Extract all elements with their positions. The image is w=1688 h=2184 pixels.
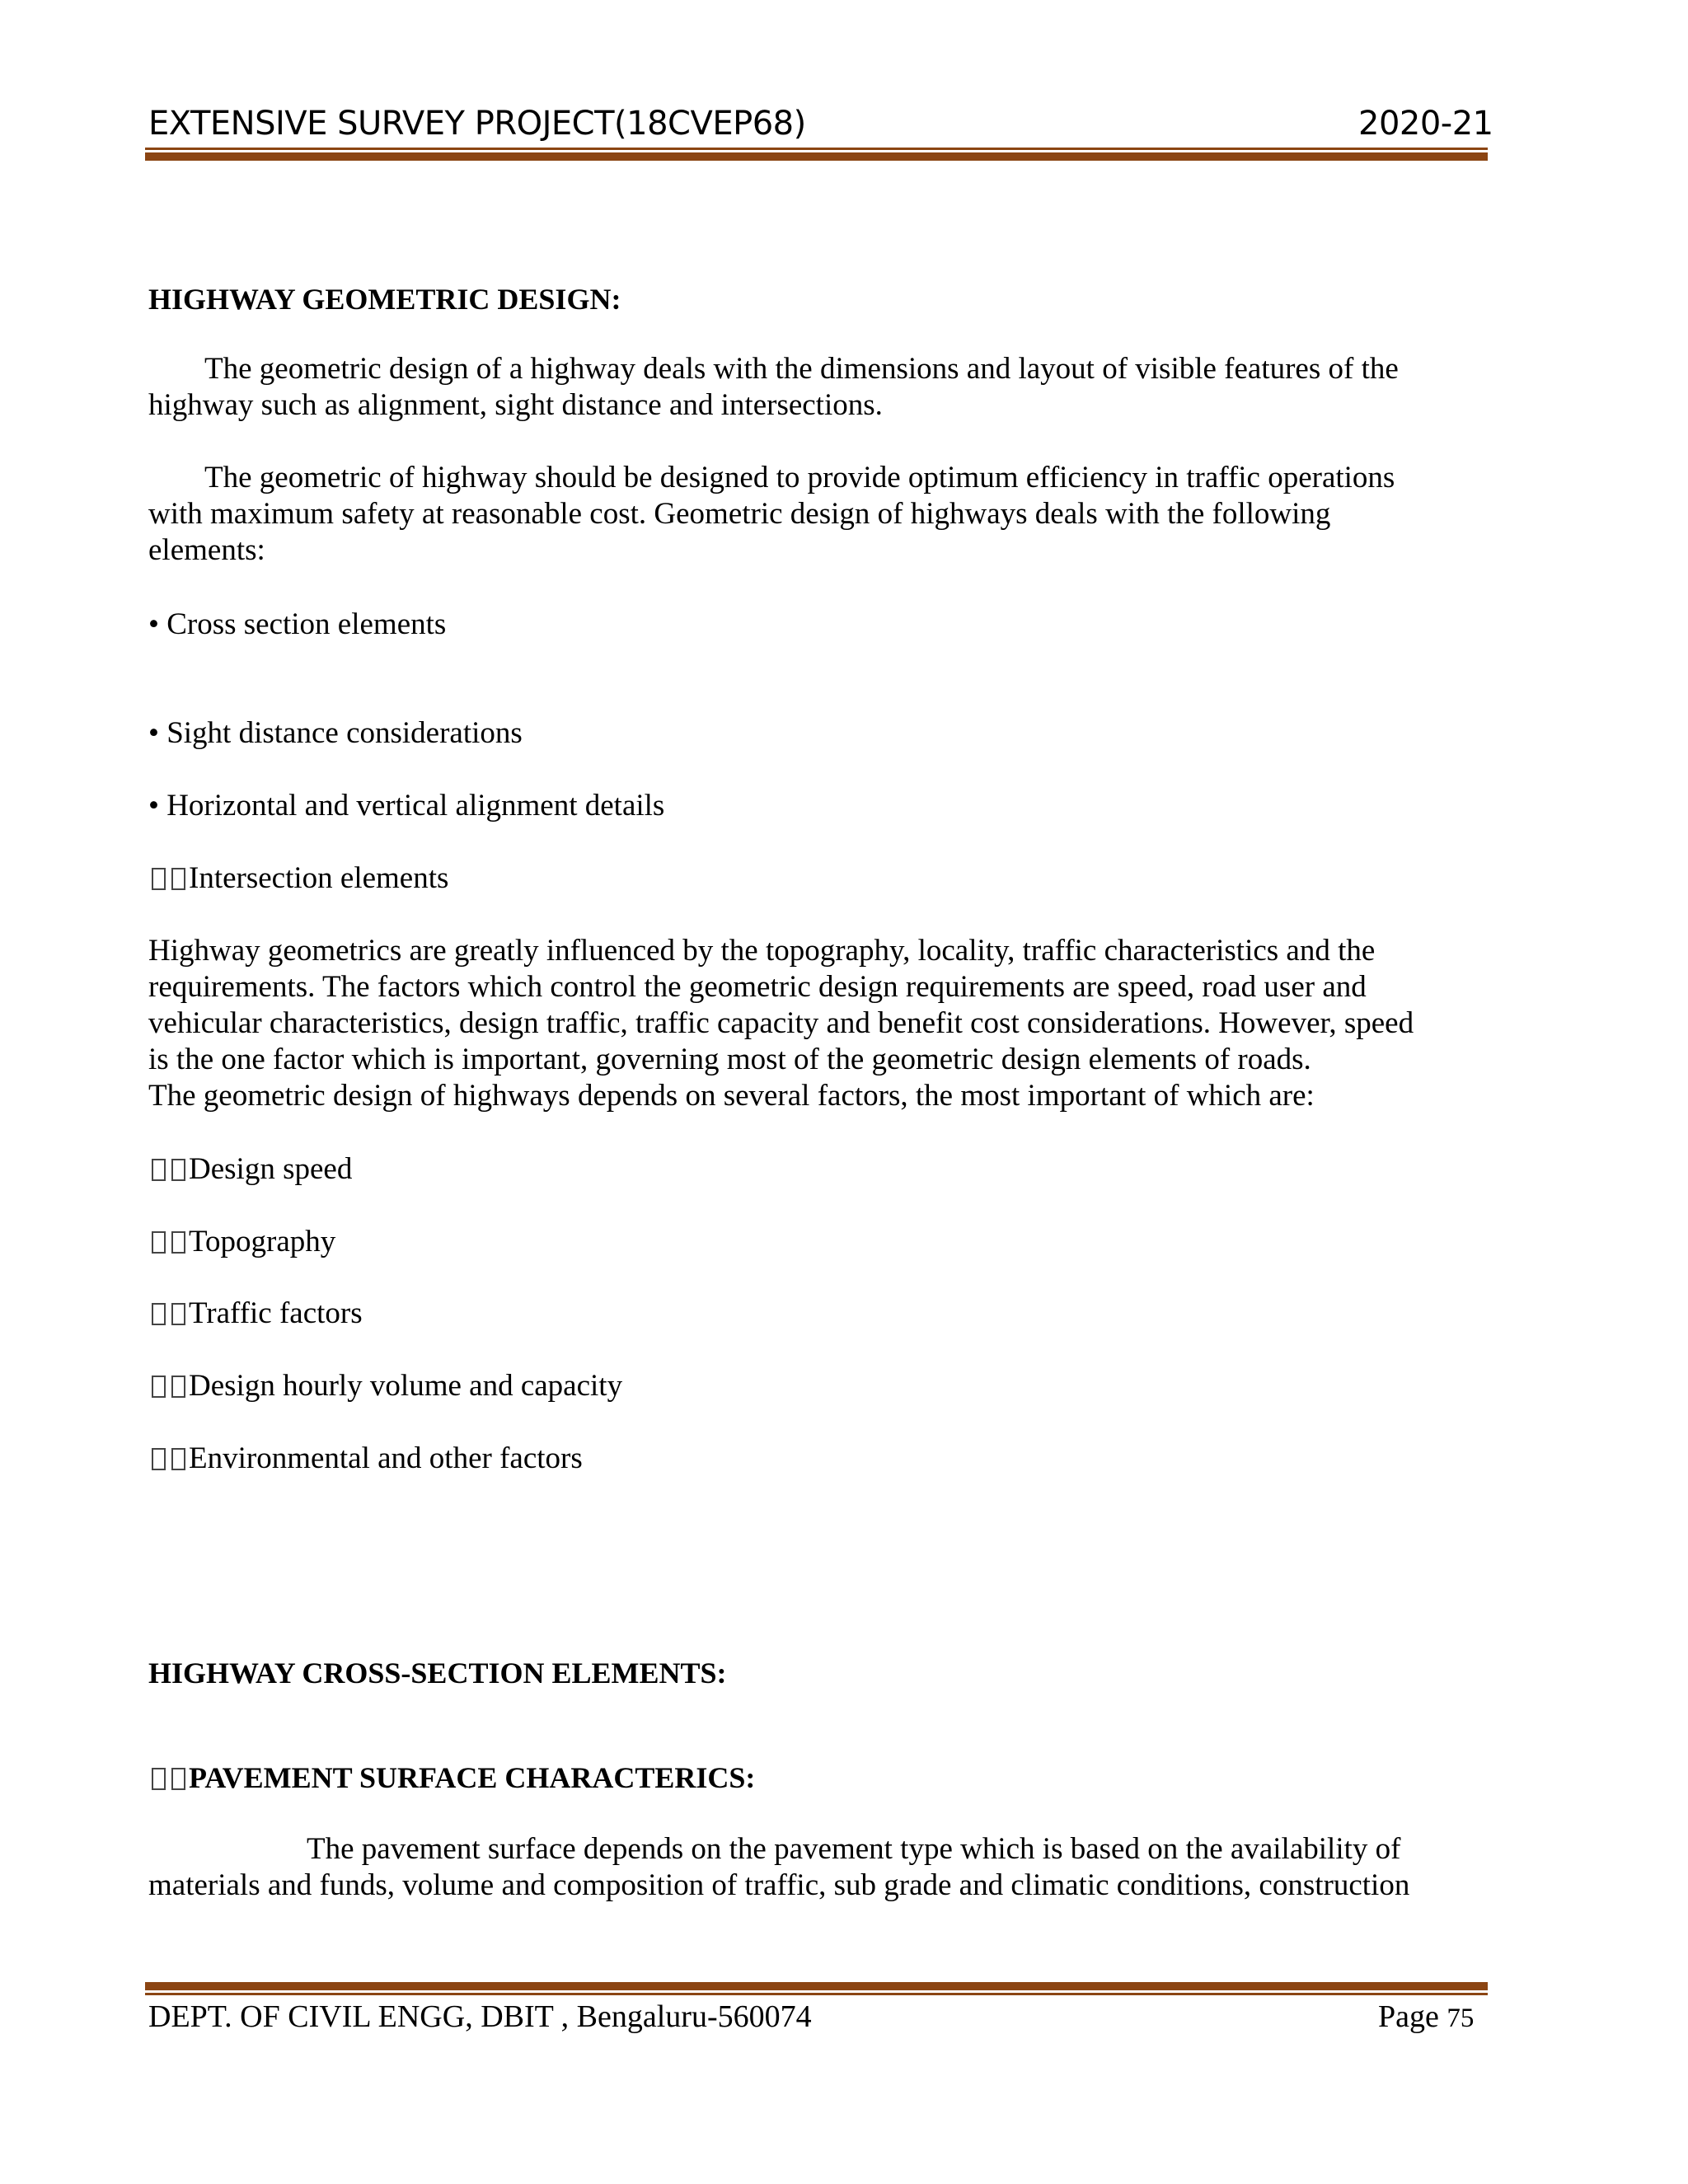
- item-label: Design speed: [189, 1152, 353, 1186]
- paragraph-intro: [148, 351, 1500, 424]
- header-title: EXTENSIVE SURVEY PROJECT(18CVEP68): [148, 105, 806, 143]
- paragraph-line: elements:: [148, 533, 265, 567]
- missing-glyph-icon: [171, 1376, 185, 1398]
- footer-rule-thick: [145, 1982, 1488, 1990]
- missing-glyph-icon: [171, 1231, 185, 1254]
- page-number-value: 75: [1447, 2004, 1475, 2033]
- paragraph-line: requirements. The factors which control the geometric design requirements are speed, road user and: [148, 970, 1367, 1004]
- missing-glyph-icon: [152, 1231, 166, 1254]
- subsection-heading: [152, 1761, 755, 1794]
- footer-page-number: [1378, 1999, 1474, 2036]
- missing-glyph-icon: [171, 1768, 185, 1790]
- section-heading: HIGHWAY CROSS-SECTION ELEMENTS:: [148, 1657, 727, 1690]
- page-label: Page: [1378, 1999, 1439, 2034]
- factor-item: [152, 1151, 352, 1188]
- missing-glyph-icon: [171, 1303, 185, 1325]
- footer-rule-thin: [145, 1993, 1488, 1995]
- missing-glyph-icon: [152, 1159, 166, 1181]
- missing-glyph-icon: [152, 1303, 166, 1325]
- missing-glyph-icon: [171, 1159, 185, 1181]
- footer-department: DEPT. OF CIVIL ENGG, DBIT , Bengaluru-560074: [148, 1999, 812, 2034]
- missing-glyph-icon: [152, 1448, 166, 1470]
- paragraph-line: with maximum safety at reasonable cost. Geometric design of highways deals with the following: [148, 497, 1331, 531]
- header-rule-thin: [145, 148, 1488, 150]
- paragraph-influences: [148, 933, 1500, 1114]
- item-label: Design hourly volume and capacity: [189, 1369, 623, 1403]
- item-label: Topography: [189, 1225, 336, 1258]
- paragraph-line: materials and funds, volume and composition of traffic, sub grade and climatic conditions, construction: [148, 1868, 1410, 1902]
- paragraph-pavement: [148, 1831, 1500, 1904]
- paragraph-line: The geometric design of a highway deals with the dimensions and layout of visible features of the: [204, 352, 1399, 386]
- paragraph-line: Highway geometrics are greatly influenced by the topography, locality, traffic characteristics and the: [148, 934, 1376, 968]
- bullet-item: • Cross section elements: [148, 607, 447, 641]
- factor-item: [152, 1368, 622, 1404]
- header-year: 2020-21: [1358, 105, 1493, 143]
- missing-glyph-icon: [171, 868, 185, 890]
- factor-item: [152, 1441, 583, 1477]
- missing-glyph-icon: [152, 868, 166, 890]
- section-heading: HIGHWAY GEOMETRIC DESIGN:: [148, 283, 621, 316]
- paragraph-line: vehicular characteristics, design traffic, traffic capacity and benefit cost considerations. However, speed: [148, 1006, 1414, 1040]
- bullet-item: • Horizontal and vertical alignment details: [148, 789, 665, 823]
- item-label: Traffic factors: [189, 1296, 363, 1330]
- bullet-item: • Sight distance considerations: [148, 716, 523, 750]
- header-rule-thick: [145, 152, 1488, 161]
- factor-item: [152, 1224, 335, 1260]
- paragraph-line: The pavement surface depends on the pavement type which is based on the availability of: [307, 1832, 1401, 1866]
- missing-glyph-icon: [152, 1376, 166, 1398]
- missing-glyph-icon: [171, 1448, 185, 1470]
- missing-glyph-icon: [152, 1768, 166, 1790]
- box-bullet-item: [152, 860, 448, 897]
- paragraph-line: highway such as alignment, sight distance and intersections.: [148, 388, 883, 422]
- paragraph-line: The geometric design of highways depends on several factors, the most important of which are:: [148, 1079, 1315, 1113]
- item-label: Environmental and other factors: [189, 1441, 583, 1475]
- paragraph-line: The geometric of highway should be designed to provide optimum efficiency in traffic operations: [204, 461, 1395, 494]
- paragraph-line: is the one factor which is important, governing most of the geometric design elements of roads.: [148, 1043, 1311, 1076]
- item-label: Intersection elements: [189, 861, 449, 895]
- paragraph-design-goals: [148, 460, 1500, 569]
- factor-item: [152, 1296, 363, 1332]
- subheading-label: PAVEMENT SURFACE CHARACTERICS:: [189, 1761, 756, 1794]
